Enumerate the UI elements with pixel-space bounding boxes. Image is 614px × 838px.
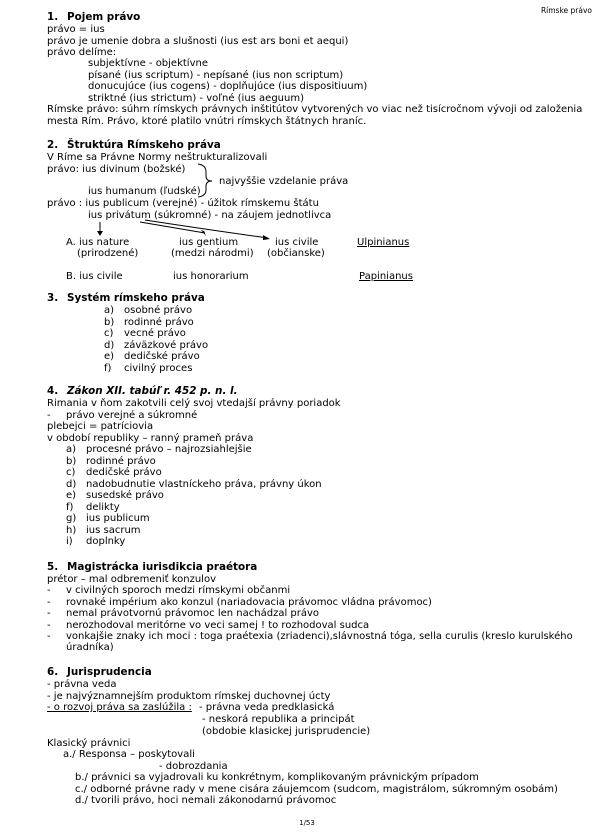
text-line: - právna veda xyxy=(47,679,117,690)
list-item: osobné právo xyxy=(124,305,193,316)
list-marker: b) xyxy=(104,316,115,328)
text-line: subjektívne - objektívne xyxy=(88,58,208,69)
list-marker: f) xyxy=(66,501,74,513)
list-item: rovnaké impérium ako konzul (nariadovacia právomoc vládna právomoc) xyxy=(66,596,432,608)
list-marker: d) xyxy=(66,478,77,490)
list-marker: c) xyxy=(104,328,114,339)
list-marker: - xyxy=(47,619,51,631)
text-line: - o rozvoj práva sa zaslúžila : xyxy=(47,702,192,713)
papinianus: Papinianus xyxy=(359,271,413,282)
text-line: (obdobie klasickej jurisprudencie) xyxy=(202,726,371,737)
list-item: v civilných sporoch medzi rímskymi občanmi xyxy=(66,585,291,596)
list-item: záväzkové právo xyxy=(124,339,209,351)
section-5-heading: 5. Magistrácka iurisdikcia praétora xyxy=(47,561,258,573)
list-item: nemal právotvornú právomoc len nachádzal právo xyxy=(66,608,320,619)
text-line: právo delíme: xyxy=(47,47,117,58)
list-marker: b) xyxy=(66,455,77,467)
list-item: vecné právo xyxy=(124,328,186,339)
text-line: a./ Responsa – poskytovali xyxy=(63,749,195,760)
text-line: c./ odborné právne rady v mene cisára záujemcom (sudcom, magistrálom, súkromným osobám) xyxy=(75,784,558,795)
section-6-heading: 6. Jurisprudencia xyxy=(47,666,152,678)
page-number: 1/53 xyxy=(299,819,315,827)
list-marker: a) xyxy=(66,444,77,455)
list-marker: a) xyxy=(104,305,115,316)
list-marker: e) xyxy=(104,351,115,362)
text-line: d./ tvorili právo, hoci nemali zákonodarnú právomoc xyxy=(75,795,337,806)
list-marker: - xyxy=(47,596,51,608)
list-item: dedičské právo xyxy=(86,467,162,478)
list-item: dedičské právo xyxy=(124,351,200,362)
list-marker: g) xyxy=(66,513,77,524)
ius-nature: A. ius nature xyxy=(66,237,130,248)
list-marker: - xyxy=(47,585,51,596)
text-line: ius humanum (ľudské) xyxy=(88,186,201,197)
list-item: susedské právo xyxy=(86,490,164,501)
list-marker: c) xyxy=(66,467,76,478)
list-marker: e) xyxy=(66,490,77,501)
list-item: doplnky xyxy=(86,536,126,547)
ius-gentium: ius gentium xyxy=(179,237,239,248)
list-marker: f) xyxy=(104,362,112,374)
list-marker: - xyxy=(47,631,51,642)
text-line: - je najvýznamnejším produktom rímskej duchovnej úcty xyxy=(47,691,331,702)
list-marker: - xyxy=(47,608,51,619)
text-line: V Ríme sa Právne Normy neštrukturalizovali xyxy=(47,152,268,163)
text-line: - dobrozdania xyxy=(159,761,228,772)
ius-civile: ius civile xyxy=(275,237,319,248)
list-item: delikty xyxy=(86,501,120,513)
text-line: plebejci = patríciovia xyxy=(47,421,154,432)
ius-civile-note: (občianske) xyxy=(267,248,325,259)
text-line: Klasický právnici xyxy=(47,738,131,749)
list-item: civilný proces xyxy=(124,362,193,374)
text-line: písané (ius scriptum) - nepísané (ius non scriptum) xyxy=(88,70,344,81)
list-marker: i) xyxy=(66,536,73,547)
list-item: ius publicum xyxy=(86,513,150,524)
list-item: ius sacrum xyxy=(86,524,141,536)
text-line: právo: ius divinum (božské) xyxy=(47,164,186,175)
text-line: mesta Rím. Právo, ktoré platilo vnútri rímskych štátnych hraníc. xyxy=(47,116,367,127)
section-1-heading: 1. Pojem právo xyxy=(47,11,141,23)
ius-honorarium: ius honorarium xyxy=(173,271,249,282)
list-marker: - xyxy=(47,410,51,421)
page-header: Rímske právo xyxy=(540,6,592,15)
text-line: b./ právnici sa vyjadrovali ku konkrétnym, komplikovaným právnickým prípadom xyxy=(75,772,479,783)
text-line: úradníka) xyxy=(66,642,114,653)
list-item: procesné právo – najrozsiahlejšie xyxy=(86,444,252,455)
text-line: právo verejné a súkromné xyxy=(66,410,198,421)
ulpinianus: Ulpinianus xyxy=(357,237,410,248)
list-marker: d) xyxy=(104,339,115,351)
text-line: Rímske právo: súhrn rímskych právnych inštitútov vytvorených vo viac než tisícročnom vývoji od založenia xyxy=(47,104,583,115)
text-line: Rimania v ňom zakotvili celý svoj vtedajší právny poriadok xyxy=(47,398,341,409)
list-item: rodinné právo xyxy=(124,316,194,328)
text-line: právo je umenie dobra a slušnosti (ius est ars boni et aequi) xyxy=(47,36,349,47)
list-item: nadobudnutie vlastníckeho práva, právny úkon xyxy=(86,478,322,490)
ius-nature-note: (prirodzené) xyxy=(77,248,139,259)
list-item: nerozhodoval meritórne vo veci samej ! to rozhodoval sudca xyxy=(66,619,370,631)
list-item: rodinné právo xyxy=(86,455,156,467)
section-3-heading: 3. Systém rímskeho práva xyxy=(47,292,205,304)
ius-gentium-note: (medzi národmi) xyxy=(171,248,254,259)
list-marker: h) xyxy=(66,524,77,536)
section-2-heading: 2. Štruktúra Rímskeho práva xyxy=(47,139,221,151)
text-line: - právna veda predklasická xyxy=(199,702,335,713)
text-line: donucujúce (ius cogens) - doplňujúce (ius dispositiuum) xyxy=(88,81,368,92)
text-line: právo : ius publicum (verejné) - úžitok rímskemu štátu xyxy=(47,198,319,209)
brace-note: najvyššie vzdelanie práva xyxy=(219,176,349,187)
b-ius-civile: B. ius civile xyxy=(66,271,123,282)
text-line: ius privátum (súkromné) - na záujem jednotlivca xyxy=(88,210,332,221)
text-line: - neskorá republika a principát xyxy=(202,714,355,725)
list-item: vonkajšie znaky ich moci : toga praétexia (zriadenci),slávnostná tóga, sella curulis (kreslo kurulského xyxy=(66,631,573,642)
text-line: striktné (ius strictum) - voľné (ius aeguum) xyxy=(88,93,305,104)
text-line: právo = ius xyxy=(47,24,105,35)
section-4-heading: 4. Zákon XII. tabúľ r. 452 p. n. l. xyxy=(47,385,238,397)
text-line: v období republiky – ranný prameň práva xyxy=(47,433,254,444)
text-line: prétor – mal odbremeniť konzulov xyxy=(47,574,216,585)
